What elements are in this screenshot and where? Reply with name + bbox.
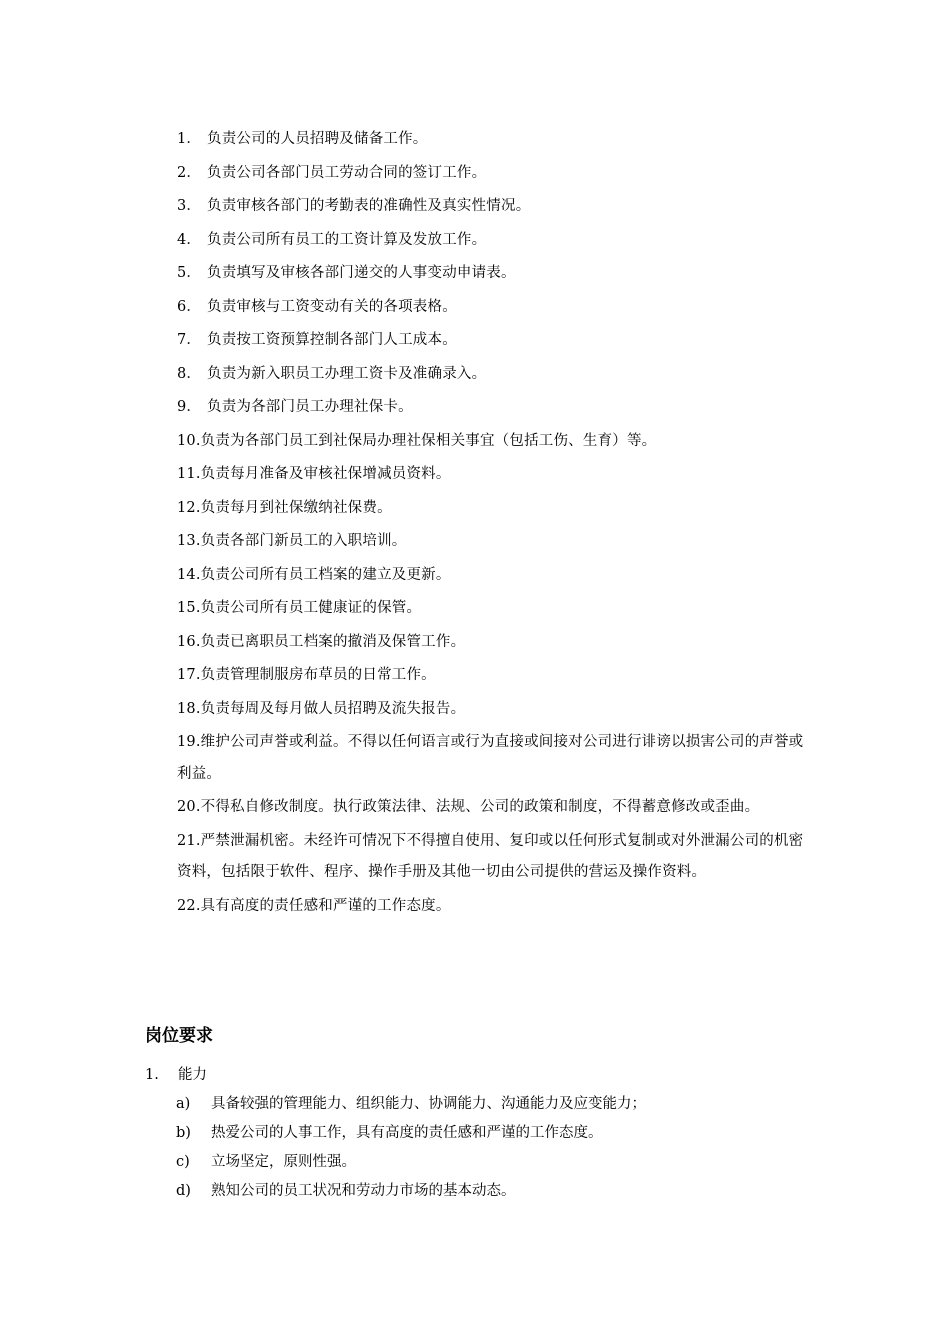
requirement-heading — [145, 1062, 805, 1088]
item-number: 15. — [177, 600, 201, 616]
item-number: 5． — [177, 265, 202, 281]
job-duties-list — [177, 124, 817, 924]
item-letter: b) — [176, 1125, 191, 1141]
list-item — [177, 258, 817, 290]
item-text: 负责管理制服房布草员的日常工作。 — [200, 667, 436, 683]
list-item — [177, 560, 817, 592]
item-text: 负责公司所有员工的工资计算及发放工作。 — [207, 231, 487, 248]
item-text: 负责每周及每月做人员招聘及流失报告。 — [200, 700, 466, 717]
item-text: 负责审核与工资变动有关的各项表格。 — [207, 298, 457, 315]
item-text: 熟知公司的员工状况和劳动力市场的基本动态。 — [211, 1183, 516, 1199]
list-item — [177, 792, 817, 824]
list-item — [176, 1149, 805, 1175]
item-letter: a) — [176, 1096, 191, 1112]
item-number: 1． — [177, 131, 202, 147]
list-item — [177, 493, 817, 525]
list-item — [177, 191, 817, 223]
item-number: 2． — [177, 164, 202, 181]
item-text: 负责公司的人员招聘及储备工作。 — [207, 131, 428, 147]
item-number: 12. — [177, 499, 201, 516]
item-number: 17. — [177, 667, 201, 683]
list-item — [177, 459, 817, 491]
item-number: 6． — [177, 298, 202, 315]
item-text: 热爱公司的人事工作，具有高度的责任感和严谨的工作态度。 — [211, 1125, 603, 1141]
item-number: 3． — [177, 198, 202, 214]
item-text: 维护公司声誉或利益。不得以任何语言或行为直接或间接对公司进行诽谤以损害公司的声誉或利益。 — [177, 734, 804, 782]
list-item — [177, 526, 817, 558]
item-number: 13. — [177, 533, 201, 549]
list-item — [177, 627, 817, 659]
list-item — [176, 1120, 805, 1146]
item-number: 19. — [177, 734, 201, 750]
list-item — [177, 694, 817, 726]
requirement-number: 1. — [145, 1067, 159, 1083]
section-heading: 岗位要求 — [145, 1026, 213, 1046]
item-text: 负责为新入职员工办理工资卡及准确录入。 — [207, 365, 487, 382]
item-text: 负责按工资预算控制各部门人工成本。 — [207, 332, 457, 348]
item-number: 18. — [177, 700, 201, 717]
item-number: 7． — [177, 332, 202, 348]
item-text: 负责公司所有员工健康证的保管。 — [200, 600, 422, 616]
item-text: 负责填写及审核各部门递交的人事变动申请表。 — [207, 265, 516, 281]
list-item — [177, 225, 817, 257]
requirements-list — [145, 1062, 805, 1207]
list-item — [176, 1178, 805, 1204]
list-item — [177, 359, 817, 391]
item-number: 11. — [177, 466, 201, 482]
item-text: 负责每月到社保缴纳社保费。 — [200, 499, 392, 516]
item-text: 负责审核各部门的考勤表的准确性及真实性情况。 — [207, 198, 531, 214]
requirement-section — [145, 1062, 805, 1204]
item-text: 具备较强的管理能力、组织能力、协调能力、沟通能力及应变能力； — [211, 1096, 646, 1112]
list-item — [177, 392, 817, 424]
list-item — [177, 660, 817, 692]
item-text: 不得私自修改制度。执行政策法律、法规、公司的政策和制度，不得蓄意修改或歪曲。 — [200, 799, 760, 815]
item-number: 20. — [177, 799, 201, 815]
item-text: 负责为各部门员工到社保局办理社保相关事宜（包括工伤、生育）等。 — [200, 432, 657, 449]
item-text: 负责公司各部门员工劳动合同的签订工作。 — [207, 164, 487, 181]
list-item — [177, 826, 817, 889]
list-item — [177, 593, 817, 625]
item-number: 14. — [177, 566, 201, 583]
list-item — [177, 124, 817, 156]
item-text: 具有高度的责任感和严谨的工作态度。 — [200, 897, 451, 914]
item-letter: c) — [176, 1154, 190, 1170]
item-letter: d) — [176, 1183, 191, 1199]
item-number: 21. — [177, 832, 201, 849]
item-number: 8． — [177, 365, 202, 382]
item-number: 16. — [177, 633, 201, 650]
requirement-label: 能力 — [178, 1067, 207, 1083]
item-text: 立场坚定，原则性强。 — [211, 1154, 356, 1170]
item-number: 22. — [177, 897, 201, 914]
item-number: 4． — [177, 231, 202, 248]
list-item — [177, 727, 817, 790]
item-text: 负责为各部门员工办理社保卡。 — [207, 399, 413, 415]
list-item — [177, 426, 817, 458]
list-item — [177, 891, 817, 923]
list-item — [177, 325, 817, 357]
item-number: 10. — [177, 432, 201, 449]
item-text: 负责已离职员工档案的撤消及保管工作。 — [200, 633, 466, 650]
item-number: 9． — [177, 399, 202, 415]
item-text: 负责每月准备及审核社保增减员资料。 — [200, 466, 451, 482]
item-text: 负责公司所有员工档案的建立及更新。 — [200, 566, 451, 583]
item-text: 负责各部门新员工的入职培训。 — [200, 533, 407, 549]
requirement-items — [145, 1091, 805, 1204]
list-item — [177, 158, 817, 190]
list-item — [176, 1091, 805, 1117]
item-text: 严禁泄漏机密。未经许可情况下不得擅自使用、复印或以任何形式复制或对外泄漏公司的机密资料，包括限于软件、程序、操作手册及其他一切由公司提供的营运及操作资料。 — [177, 832, 804, 880]
list-item — [177, 292, 817, 324]
